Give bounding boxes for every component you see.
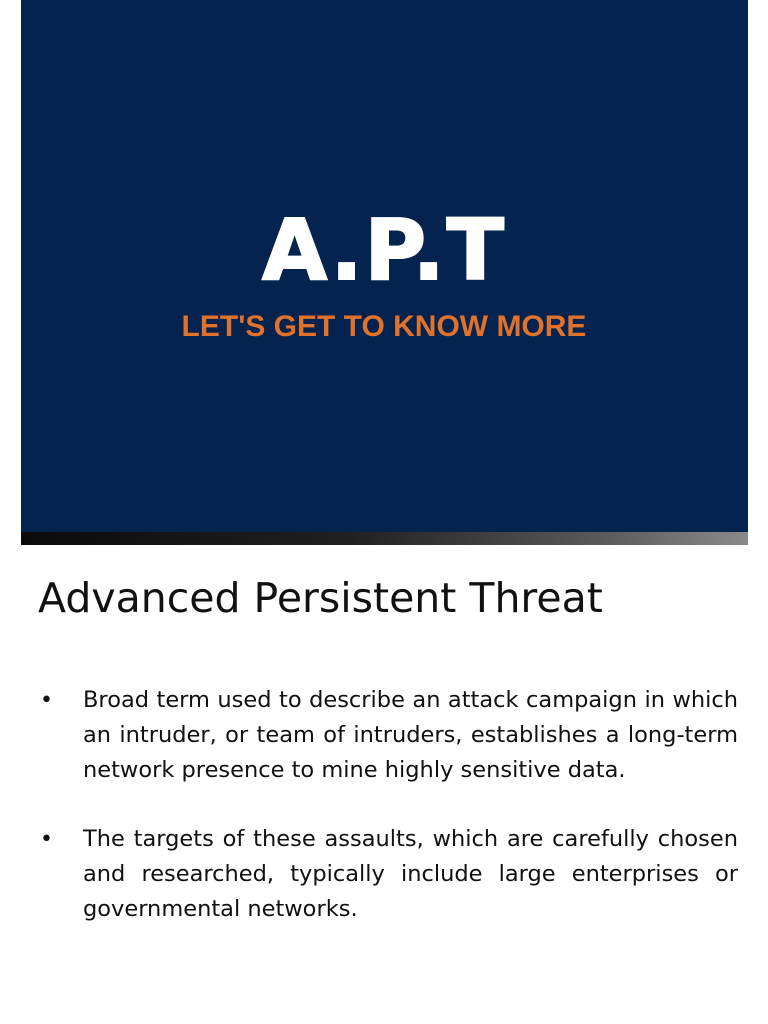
bullet-text: The targets of these assaults, which are carefully chosen and researched, typically include large enterprises or governmental networks. bbox=[83, 826, 738, 922]
banner-tagline: LET'S GET TO KNOW MORE bbox=[181, 310, 587, 343]
bullet-item bbox=[40, 683, 738, 788]
apt-logo: A.P.T bbox=[262, 201, 506, 299]
bullet-list bbox=[40, 683, 738, 961]
bullet-marker: • bbox=[40, 827, 53, 852]
bullet-marker: • bbox=[40, 688, 53, 713]
bullet-text: Broad term used to describe an attack campaign in which an intruder, or team of intruders, establishes a long-term network presence to mine highly sensitive data. bbox=[83, 687, 738, 783]
bullet-item bbox=[40, 822, 738, 927]
banner-bottom-strip bbox=[21, 532, 748, 545]
slide-title: Advanced Persistent Threat bbox=[38, 574, 603, 622]
